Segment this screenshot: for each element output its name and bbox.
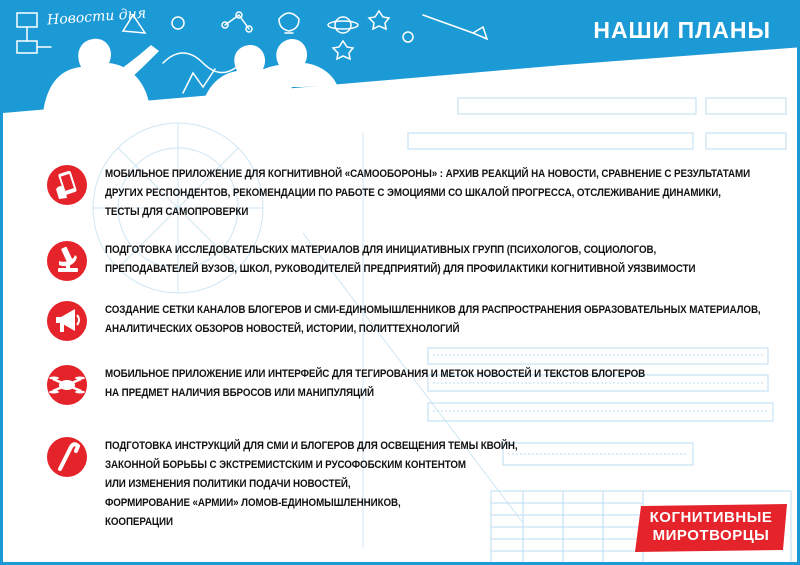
plan-item-line: ДРУГИХ РЕСПОНДЕНТОВ, РЕКОМЕНДАЦИИ ПО РАБОТЕ С ЭМОЦИЯМИ СО ШКАЛОЙ ПРОГРЕССА, ОТСЛЕЖИВАНИЕ ДИНАМИКИ, [105, 187, 721, 199]
logo-line-1: КОГНИТИВНЫЕ [649, 509, 773, 526]
megaphone-icon [47, 301, 87, 341]
news-doodle-label: Новости дня [46, 5, 147, 29]
plan-item-line: СОЗДАНИЕ СЕТКИ КАНАЛОВ БЛОГЕРОВ И СМИ-ЕДИНОМЫШЛЕННИКОВ ДЛЯ РАСПРОСТРАНЕНИЯ ОБРАЗОВАТЕЛЬНЫХ МАТЕРИАЛОВ, [105, 304, 761, 316]
plan-item-line: АНАЛИТИЧЕСКИХ ОБЗОРОВ НОВОСТЕЙ, ИСТОРИИ, ПОЛИТТЕХНОЛОГИЙ [105, 323, 460, 335]
plan-item-line: ПОДГОТОВКА ИНСТРУКЦИЙ ДЛЯ СМИ И БЛОГЕРОВ ДЛЯ ОСВЕЩЕНИЯ ТЕМЫ КВОЙН, [105, 440, 518, 452]
plan-item-line: МОБИЛЬНОЕ ПРИЛОЖЕНИЕ ИЛИ ИНТЕРФЕЙС ДЛЯ ТЕГИРОВАНИЯ И МЕТОК НОВОСТЕЙ И ТЕКСТОВ БЛОГЕРОВ [105, 368, 646, 380]
plan-item [47, 241, 792, 281]
plan-item-line: ПОДГОТОВКА ИССЛЕДОВАТЕЛЬСКИХ МАТЕРИАЛОВ ДЛЯ ИНИЦИАТИВНЫХ ГРУПП (ПСИХОЛОГОВ, СОЦИОЛОГОВ, [105, 244, 657, 256]
smartphone-icon [47, 165, 87, 205]
plan-item [47, 437, 585, 532]
plan-item [47, 301, 800, 341]
plan-item-line: КООПЕРАЦИИ [105, 516, 173, 528]
plan-item-line: ПРЕПОДАВАТЕЛЕЙ ВУЗОВ, ШКОЛ, РУКОВОДИТЕЛЕЙ ПРЕДПРИЯТИЙ) ДЛЯ ПРОФИЛАКТИКИ КОГНИТИВНОЙ УЯЗВИМОСТИ [105, 263, 696, 275]
plan-item [47, 165, 800, 222]
plan-item-line: НА ПРЕДМЕТ НАЛИЧИЯ ВБРОСОВ ИЛИ МАНИПУЛЯЦИЙ [105, 387, 374, 399]
microscope-icon [47, 241, 87, 281]
plan-item-line: МОБИЛЬНОЕ ПРИЛОЖЕНИЕ ДЛЯ КОГНИТИВНОЙ «САМООБОРОНЫ» : АРХИВ РЕАКЦИЙ НА НОВОСТИ, СРАВНЕНИЕ С РЕЗУЛЬТАТАМИ [105, 168, 751, 180]
brand-logo [635, 504, 787, 552]
crowbar-icon [47, 437, 87, 477]
plan-item [47, 365, 733, 405]
plan-item-line: ИЛИ ИЗМЕНЕНИЯ ПОЛИТИКИ ПОДАЧИ НОВОСТЕЙ, [105, 478, 351, 490]
logo-line-2: МИРОТВОРЦЫ [652, 527, 770, 544]
plan-item-line: ЗАКОННОЙ БОРЬБЫ С ЭКСТРЕМИСТСКИМ И РУСОФОБСКИМ КОНТЕНТОМ [105, 459, 466, 471]
plan-item-line: ФОРМИРОВАНИЕ «АРМИИ» ЛОМОВ-ЕДИНОМЫШЛЕННИКОВ, [105, 497, 401, 509]
plan-item-line: ТЕСТЫ ДЛЯ САМОПРОВЕРКИ [105, 206, 249, 218]
page-title: НАШИ ПЛАНЫ [593, 17, 771, 43]
drone-icon [47, 365, 87, 405]
